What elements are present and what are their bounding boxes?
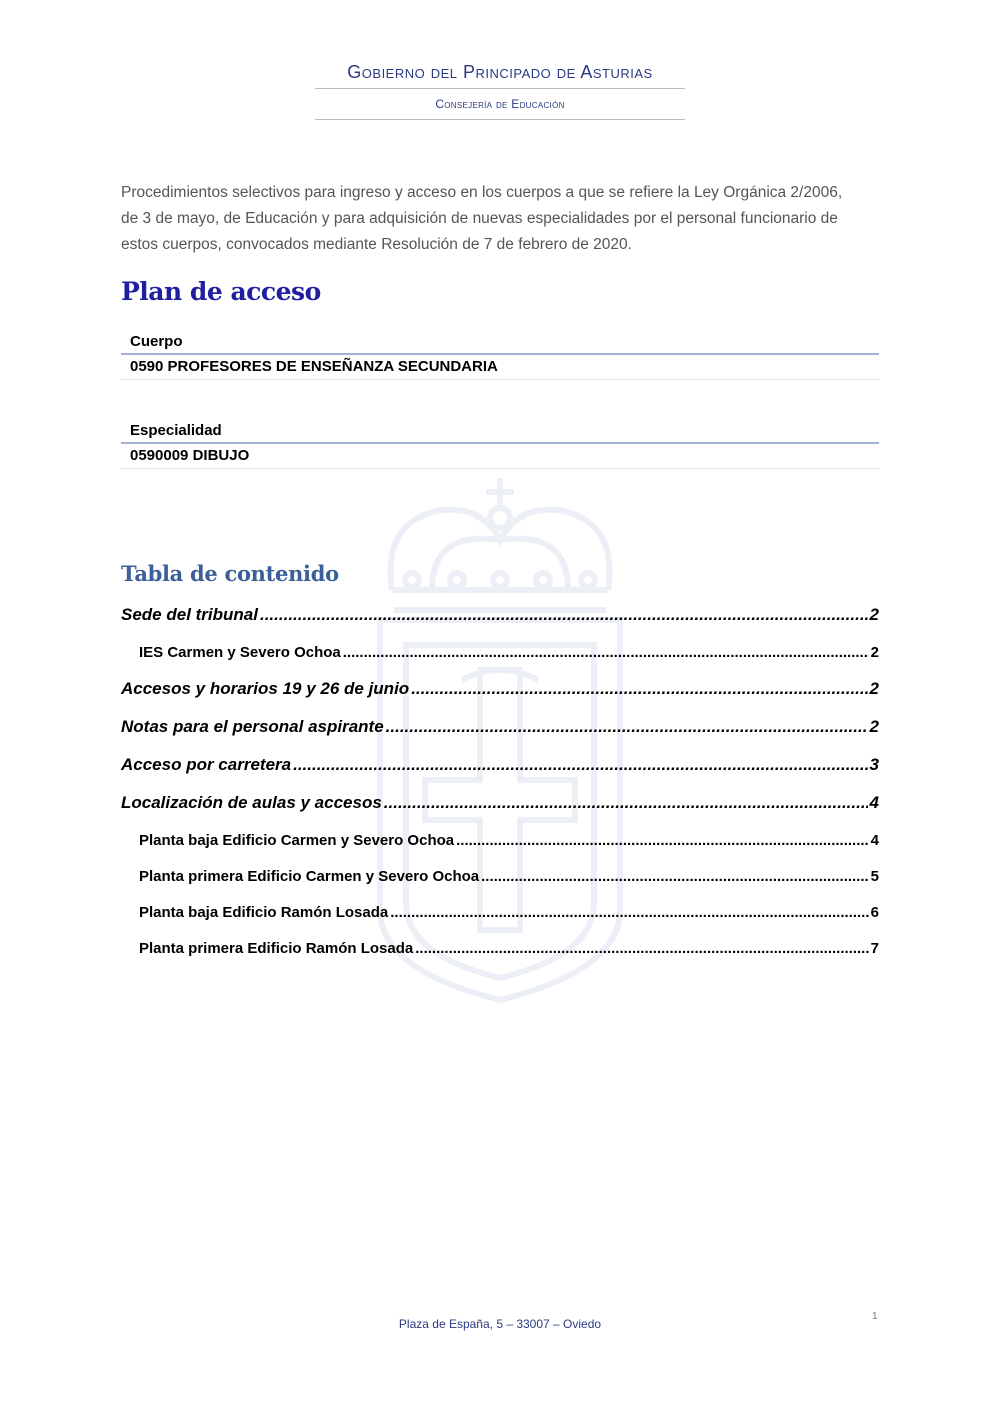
toc-entry-text: Sede del tribunal bbox=[121, 605, 258, 624]
toc-entry-text: Notas para el personal aspirante bbox=[121, 717, 384, 736]
toc-entry-text: Planta primera Edificio Ramón Losada bbox=[139, 940, 414, 957]
cuerpo-label: Cuerpo bbox=[121, 331, 879, 355]
page-number: 1 bbox=[872, 1311, 878, 1322]
letterhead-divider bbox=[315, 119, 685, 120]
letterhead bbox=[315, 58, 685, 120]
toc-leader-dots bbox=[293, 752, 867, 778]
toc-leader-dots bbox=[343, 640, 869, 666]
toc-leader-dots bbox=[386, 714, 868, 740]
toc-entry-page: 2 bbox=[869, 717, 879, 736]
toc-leader-dots bbox=[481, 864, 869, 890]
toc-leader-dots bbox=[415, 936, 868, 962]
toc-entry-page: 2 bbox=[869, 679, 879, 698]
toc-entry-text: Planta primera Edificio Carmen y Severo Ochoa bbox=[139, 868, 480, 885]
toc-entry-page: 6 bbox=[870, 904, 879, 921]
toc-entry-ies-carmen-y-severo-ochoa[interactable] bbox=[121, 640, 879, 676]
toc-entry-text: Planta baja Edificio Carmen y Severo Ochoa bbox=[139, 832, 455, 849]
toc-entry-sede-del-tribunal[interactable] bbox=[121, 602, 879, 640]
especialidad-value: 0590009 DIBUJO bbox=[121, 444, 879, 469]
letterhead-title: Gobierno del Principado de Asturias bbox=[347, 62, 653, 82]
toc-entry-page: 2 bbox=[869, 605, 879, 624]
toc-entry-text: Accesos y horarios 19 y 26 de junio bbox=[121, 679, 410, 698]
toc-title: Tabla de contenido bbox=[121, 561, 339, 586]
toc-entry-page: 5 bbox=[870, 868, 879, 885]
toc-leader-dots bbox=[456, 828, 869, 854]
footer-address: Plaza de España, 5 – 33007 – Oviedo bbox=[398, 1317, 602, 1331]
toc-entry-localizacion-aulas[interactable] bbox=[121, 790, 879, 828]
toc-leader-dots bbox=[390, 900, 868, 926]
toc-entry-planta-baja-ramon-losada[interactable] bbox=[121, 900, 879, 936]
cuerpo-value: 0590 PROFESORES DE ENSEÑANZA SECUNDARIA bbox=[121, 355, 879, 380]
intro-paragraph: Procedimientos selectivos para ingreso y acceso en los cuerpos a que se refiere la Ley Orgánica 2/2006, de 3 de mayo, de Educación y para adquisición de nuevas especialidades por el personal funcionario de estos cuerpos, convocados mediante Resolución de 7 de febrero de 2020. bbox=[121, 184, 843, 253]
cuerpo-field bbox=[121, 331, 879, 380]
especialidad-label: Especialidad bbox=[121, 420, 879, 444]
toc-entry-planta-baja-carmen[interactable] bbox=[121, 828, 879, 864]
toc-entry-page: 3 bbox=[869, 755, 879, 774]
toc-entry-text: Localización de aulas y accesos bbox=[121, 793, 382, 812]
toc-entry-acceso-por-carretera[interactable] bbox=[121, 752, 879, 790]
toc-entry-text: IES Carmen y Severo Ochoa bbox=[139, 644, 341, 661]
toc-entry-notas-personal-aspirante[interactable] bbox=[121, 714, 879, 752]
letterhead-subtitle: Consejería de Educación bbox=[435, 97, 565, 111]
toc-entry-page: 4 bbox=[870, 832, 879, 849]
toc-entry-page: 2 bbox=[870, 644, 879, 661]
toc-entry-page: 7 bbox=[870, 940, 879, 957]
page-title: Plan de acceso bbox=[121, 277, 321, 306]
toc-leader-dots bbox=[260, 602, 868, 628]
toc-entry-planta-primera-carmen[interactable] bbox=[121, 864, 879, 900]
toc-entry-planta-primera-ramon-losada[interactable] bbox=[121, 936, 879, 972]
toc-leader-dots bbox=[411, 676, 867, 702]
especialidad-field bbox=[121, 420, 879, 469]
toc-entry-text: Planta baja Edificio Ramón Losada bbox=[139, 904, 389, 921]
toc-leader-dots bbox=[384, 790, 868, 816]
toc-entry-page: 4 bbox=[869, 793, 879, 812]
toc-entry-accesos-y-horarios[interactable] bbox=[121, 676, 879, 714]
table-of-contents bbox=[121, 602, 879, 972]
toc-entry-text: Acceso por carretera bbox=[121, 755, 292, 774]
